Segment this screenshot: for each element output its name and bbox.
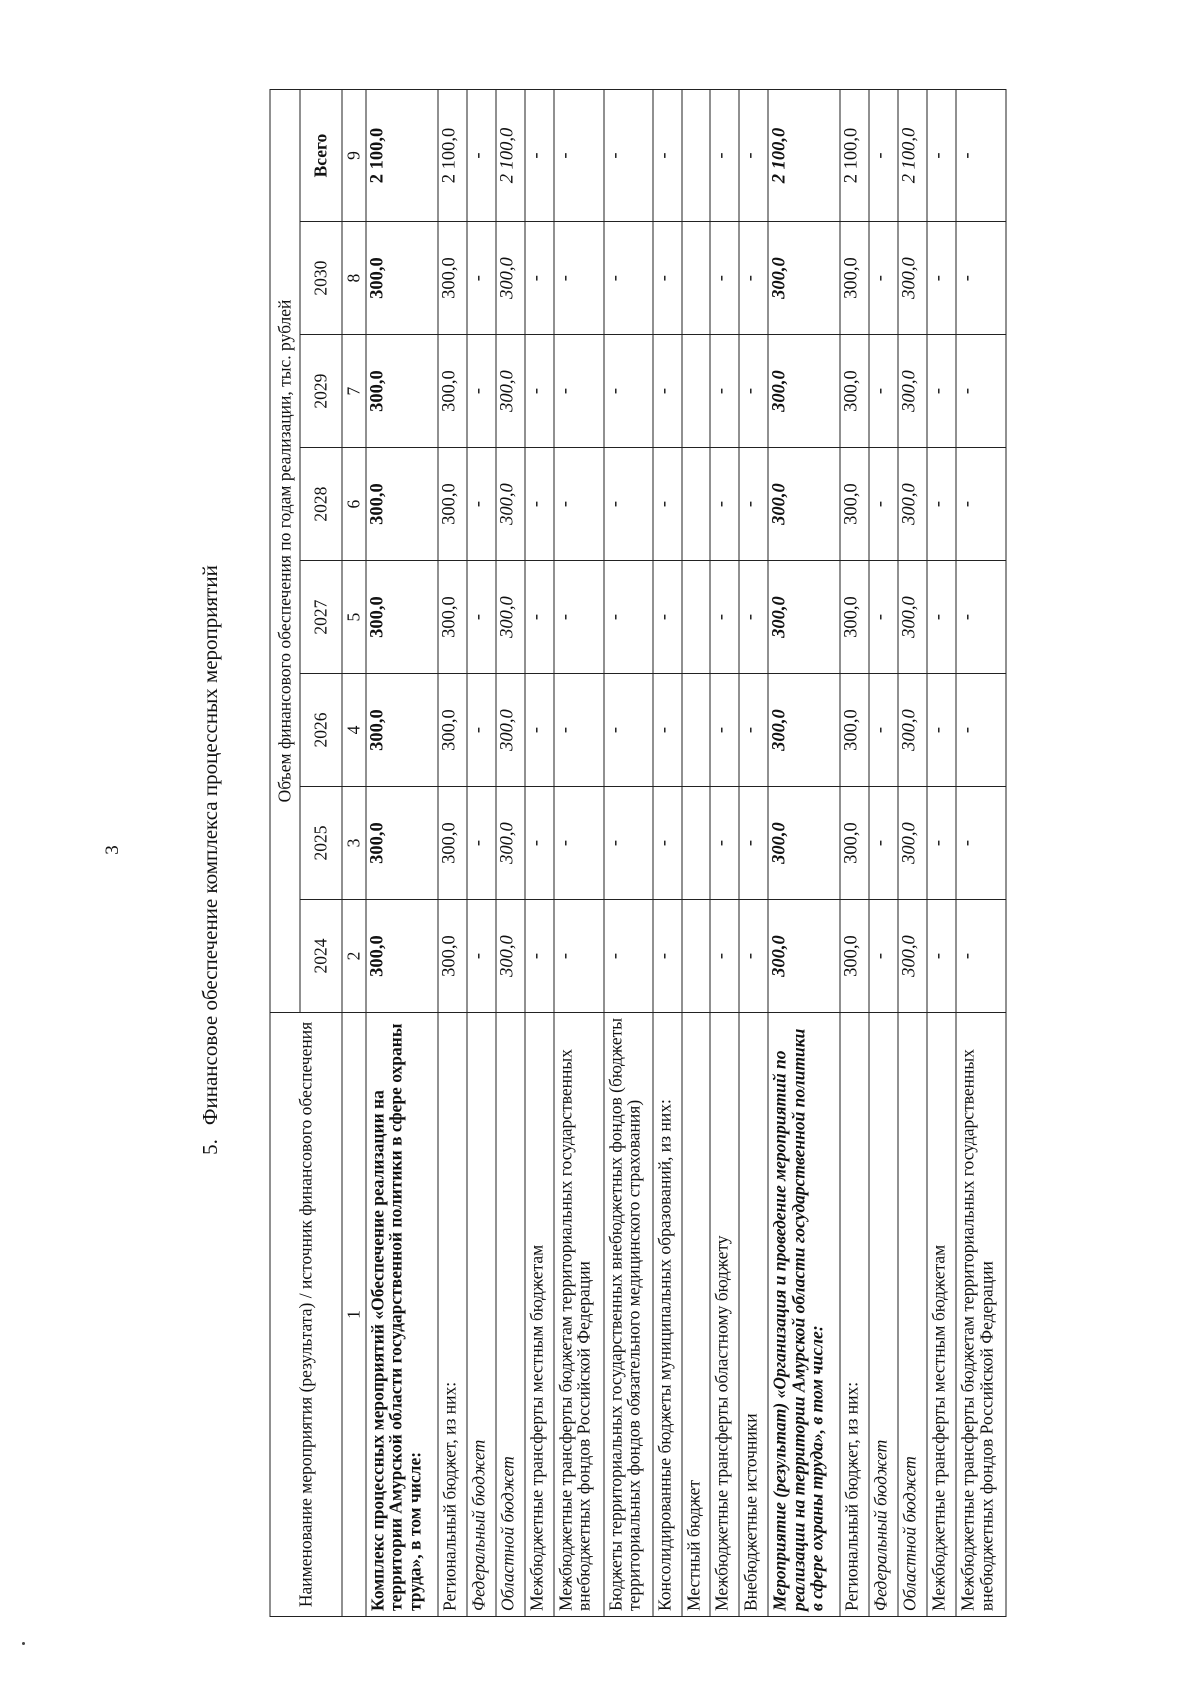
table-row [653, 90, 682, 1617]
table-row [840, 90, 869, 1617]
row-year-value: - [869, 674, 898, 787]
row-year-value: - [956, 787, 1006, 900]
year-header: 2025 [300, 787, 342, 900]
row-total: - [604, 90, 654, 222]
row-total [682, 90, 710, 222]
row-year-value: - [653, 674, 682, 787]
row-year-value: 300,0 [768, 787, 840, 900]
year-header: 2026 [300, 674, 342, 787]
row-year-value: - [554, 335, 604, 448]
table-row [496, 90, 525, 1617]
row-year-value [682, 448, 710, 561]
row-name: Областной бюджет [496, 1013, 525, 1617]
row-year-value: 300,0 [438, 335, 467, 448]
row-year-value: - [739, 674, 768, 787]
row-year-value: - [653, 448, 682, 561]
row-year-value: - [710, 674, 739, 787]
row-year-value: 300,0 [438, 674, 467, 787]
row-year-value: - [710, 222, 739, 335]
row-year-value: - [739, 787, 768, 900]
column-index: 3 [342, 787, 366, 900]
row-year-value: 300,0 [366, 448, 438, 561]
row-name: Внебюджетные источники [739, 1013, 768, 1617]
row-total: 2 100,0 [438, 90, 467, 222]
year-header: 2030 [300, 222, 342, 335]
row-year-value: - [869, 335, 898, 448]
row-total: 2 100,0 [898, 90, 927, 222]
row-year-value: 300,0 [496, 448, 525, 561]
row-year-value: - [604, 335, 654, 448]
row-name: Областной бюджет [898, 1013, 927, 1617]
year-header: 2024 [300, 900, 342, 1013]
row-name: Мероприятие (результат) «Организация и проведение мероприятий по реализации на территории Амурской области государственной политики в сфере охраны труда», в том числе: [768, 1013, 840, 1617]
row-year-value: - [653, 900, 682, 1013]
row-total: 2 100,0 [496, 90, 525, 222]
scan-speck [22, 1642, 25, 1645]
section-number: 5. [197, 1139, 222, 1155]
row-year-value: 300,0 [898, 222, 927, 335]
row-year-value: - [927, 335, 956, 448]
row-name: Бюджеты территориальных государственных внебюджетных фондов (бюджеты территориальных фондов обязательного медицинского страхования) [604, 1013, 654, 1617]
row-year-value: - [554, 900, 604, 1013]
column-index: 6 [342, 448, 366, 561]
row-year-value: - [467, 900, 496, 1013]
table-row [898, 90, 927, 1617]
row-year-value: - [467, 448, 496, 561]
row-year-value [682, 674, 710, 787]
row-year-value: 300,0 [840, 787, 869, 900]
total-header: Всего [300, 90, 342, 222]
row-year-value: - [604, 787, 654, 900]
financing-table-container [270, 89, 1007, 1617]
row-year-value: 300,0 [496, 335, 525, 448]
row-total: - [525, 90, 554, 222]
row-year-value: - [927, 222, 956, 335]
row-year-value: 300,0 [768, 674, 840, 787]
row-year-value: 300,0 [496, 787, 525, 900]
row-year-value: - [525, 674, 554, 787]
row-year-value: - [604, 448, 654, 561]
row-year-value: - [869, 787, 898, 900]
row-year-value: 300,0 [366, 787, 438, 900]
row-year-value [682, 335, 710, 448]
row-year-value: 300,0 [768, 448, 840, 561]
column-index: 1 [342, 1013, 366, 1617]
row-year-value: - [467, 787, 496, 900]
row-total: - [869, 90, 898, 222]
row-name: Межбюджетные трансферты местным бюджетам [927, 1013, 956, 1617]
row-year-value [682, 787, 710, 900]
row-year-value: 300,0 [366, 900, 438, 1013]
row-year-value: 300,0 [496, 222, 525, 335]
row-year-value: - [554, 448, 604, 561]
row-year-value: 300,0 [496, 674, 525, 787]
column-index: 5 [342, 561, 366, 674]
row-year-value: - [653, 335, 682, 448]
row-name: Межбюджетные трансферты бюджетам территориальных государственных внебюджетных фондов Российской Федерации [554, 1013, 604, 1617]
row-year-value: - [604, 900, 654, 1013]
table-row [554, 90, 604, 1617]
row-year-value: - [604, 561, 654, 674]
row-year-value: 300,0 [840, 335, 869, 448]
row-year-value: 300,0 [840, 674, 869, 787]
row-year-value: - [525, 787, 554, 900]
column-index: 2 [342, 900, 366, 1013]
row-name: Межбюджетные трансферты местным бюджетам [525, 1013, 554, 1617]
row-year-value: - [710, 561, 739, 674]
row-year-value: 300,0 [438, 222, 467, 335]
row-year-value: - [525, 561, 554, 674]
row-name: Федеральный бюджет [467, 1013, 496, 1617]
row-year-value: 300,0 [438, 561, 467, 674]
column-index: 4 [342, 674, 366, 787]
row-name: Региональный бюджет, из них: [840, 1013, 869, 1617]
row-name: Федеральный бюджет [869, 1013, 898, 1617]
row-total: 2 100,0 [768, 90, 840, 222]
row-year-value: - [710, 900, 739, 1013]
table-row [739, 90, 768, 1617]
row-year-value: 300,0 [898, 448, 927, 561]
row-year-value [682, 222, 710, 335]
row-year-value: 300,0 [366, 561, 438, 674]
column-index: 7 [342, 335, 366, 448]
row-total: - [710, 90, 739, 222]
row-year-value [682, 561, 710, 674]
row-year-value: 300,0 [898, 900, 927, 1013]
row-year-value: 300,0 [840, 561, 869, 674]
row-year-value: - [604, 222, 654, 335]
row-year-value: - [710, 448, 739, 561]
row-year-value: - [554, 561, 604, 674]
row-year-value: 300,0 [366, 674, 438, 787]
row-year-value: - [554, 222, 604, 335]
row-year-value: - [467, 222, 496, 335]
row-year-value: - [653, 561, 682, 674]
table-row [927, 90, 956, 1617]
row-year-value: 300,0 [366, 222, 438, 335]
row-year-value: - [869, 222, 898, 335]
table-row [710, 90, 739, 1617]
row-year-value: - [869, 561, 898, 674]
row-year-value: - [956, 335, 1006, 448]
row-year-value: - [525, 222, 554, 335]
years-group-header: Объем финансового обеспечения по годам реализации, тыс. рублей [270, 90, 300, 1013]
row-total: - [554, 90, 604, 222]
table-row [768, 90, 840, 1617]
row-year-value: 300,0 [768, 335, 840, 448]
row-year-value: 300,0 [496, 561, 525, 674]
row-year-value: - [467, 674, 496, 787]
row-year-value: 300,0 [840, 448, 869, 561]
section-heading [195, 103, 225, 1603]
row-year-value: - [739, 222, 768, 335]
row-year-value: 300,0 [768, 561, 840, 674]
row-year-value: 300,0 [366, 335, 438, 448]
row-year-value: - [927, 900, 956, 1013]
row-total: 2 100,0 [366, 90, 438, 222]
page-number: 3 [102, 845, 123, 855]
row-year-value: - [927, 787, 956, 900]
row-year-value: - [467, 335, 496, 448]
row-year-value: - [653, 222, 682, 335]
row-total: 2 100,0 [840, 90, 869, 222]
row-year-value: 300,0 [496, 900, 525, 1013]
table-row [366, 90, 438, 1617]
row-year-value: - [653, 787, 682, 900]
row-total: - [467, 90, 496, 222]
row-year-value: - [554, 674, 604, 787]
row-name: Региональный бюджет, из них: [438, 1013, 467, 1617]
row-name: Межбюджетные трансферты бюджетам территориальных государственных внебюджетных фондов Российской Федерации [956, 1013, 1006, 1617]
table-row [956, 90, 1006, 1617]
row-year-value: 300,0 [768, 900, 840, 1013]
row-year-value: - [525, 335, 554, 448]
row-year-value: - [956, 900, 1006, 1013]
row-year-value: 300,0 [840, 222, 869, 335]
row-year-value: 300,0 [438, 787, 467, 900]
row-name: Местный бюджет [682, 1013, 710, 1617]
table-row [438, 90, 467, 1617]
row-year-value: 300,0 [898, 561, 927, 674]
column-index: 8 [342, 222, 366, 335]
row-year-value: - [710, 787, 739, 900]
section-title: Финансовое обеспечение комплекса процессных мероприятий [197, 565, 222, 1126]
row-total: - [653, 90, 682, 222]
row-year-value: - [927, 674, 956, 787]
row-year-value: - [956, 448, 1006, 561]
year-header: 2027 [300, 561, 342, 674]
year-header: 2028 [300, 448, 342, 561]
row-year-value: 300,0 [898, 787, 927, 900]
name-column-header: Наименование мероприятия (результата) / источник финансового обеспечения [270, 1013, 342, 1617]
row-total: - [956, 90, 1006, 222]
table-row [467, 90, 496, 1617]
row-year-value: - [927, 561, 956, 674]
row-year-value: 300,0 [438, 900, 467, 1013]
row-year-value: - [956, 561, 1006, 674]
row-year-value: - [739, 335, 768, 448]
table-row [525, 90, 554, 1617]
row-year-value: - [956, 222, 1006, 335]
row-year-value: - [525, 900, 554, 1013]
row-year-value: - [710, 335, 739, 448]
row-name: Комплекс процессных мероприятий «Обеспечение реализации на территории Амурской области государственной политики в сфере охраны труда», в том числе: [366, 1013, 438, 1617]
year-header: 2029 [300, 335, 342, 448]
table-row [682, 90, 710, 1617]
row-year-value: 300,0 [768, 222, 840, 335]
column-index: 9 [342, 90, 366, 222]
row-total: - [739, 90, 768, 222]
row-year-value: - [554, 787, 604, 900]
row-year-value: 300,0 [898, 335, 927, 448]
row-total: - [927, 90, 956, 222]
row-year-value: - [927, 448, 956, 561]
row-year-value: - [869, 900, 898, 1013]
row-year-value: - [739, 448, 768, 561]
row-year-value: 300,0 [840, 900, 869, 1013]
row-year-value: - [869, 448, 898, 561]
row-year-value: - [525, 448, 554, 561]
row-name: Консолидированные бюджеты муниципальных образований, из них: [653, 1013, 682, 1617]
row-year-value: - [604, 674, 654, 787]
row-year-value: 300,0 [438, 448, 467, 561]
table-row [869, 90, 898, 1617]
row-year-value: 300,0 [898, 674, 927, 787]
table-row [604, 90, 654, 1617]
row-year-value [682, 900, 710, 1013]
financing-table [270, 89, 1007, 1617]
row-year-value: - [739, 900, 768, 1013]
row-year-value: - [956, 674, 1006, 787]
row-year-value: - [739, 561, 768, 674]
column-index-row [342, 90, 366, 1617]
row-name: Межбюджетные трансферты областному бюджету [710, 1013, 739, 1617]
row-year-value: - [467, 561, 496, 674]
